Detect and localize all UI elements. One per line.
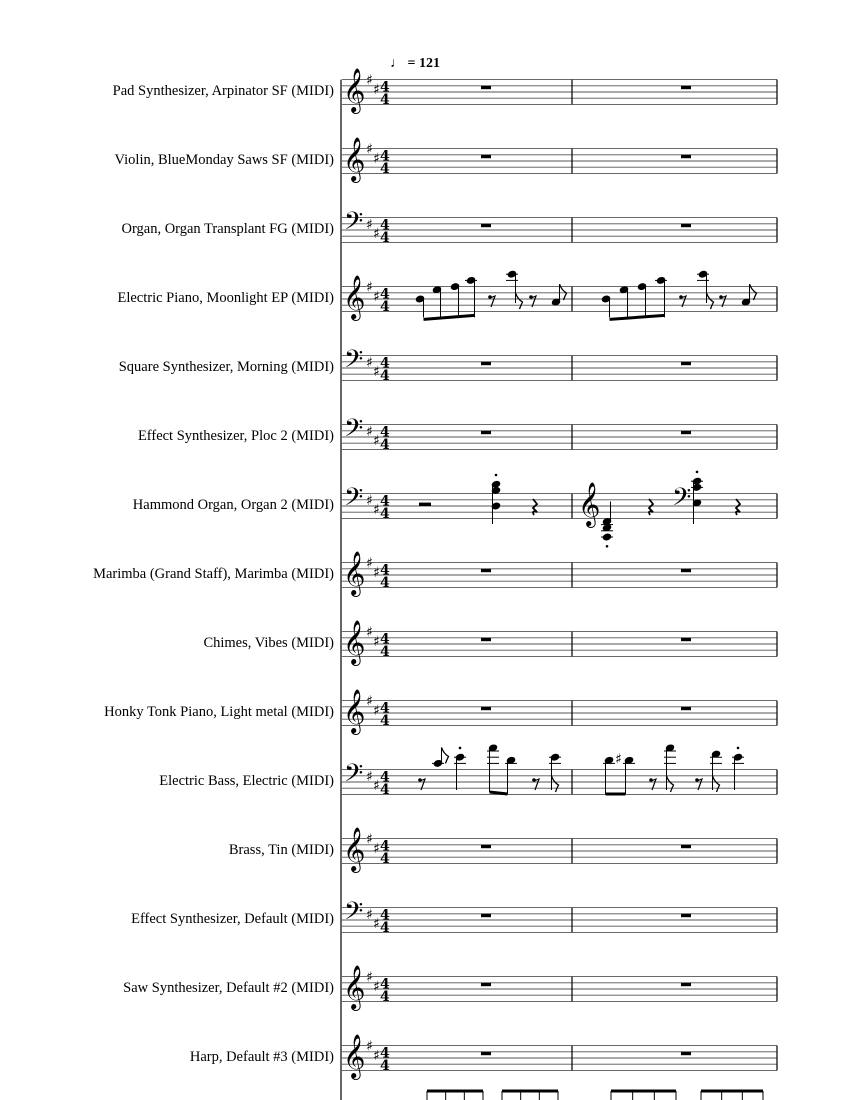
treble-clef-icon: 𝄞	[343, 275, 366, 319]
staccato-dot	[696, 471, 699, 474]
time-signature-bottom: 4	[380, 506, 390, 522]
time-signature-top: 4	[380, 631, 390, 648]
bass-clef-icon: 𝄢	[344, 207, 364, 242]
time-signature-top: 4	[380, 976, 390, 993]
partial-beam-group	[611, 1091, 676, 1100]
staff-6	[342, 414, 777, 453]
whole-rest-icon	[481, 569, 491, 572]
whole-rest-icon	[681, 86, 691, 89]
bass-clef-icon: 𝄢	[344, 759, 364, 794]
sharp-icon: ♯	[366, 969, 373, 986]
flag	[442, 747, 449, 763]
sharp-icon: ♯	[366, 624, 373, 641]
whole-rest-icon	[481, 914, 491, 917]
sharp-icon: ♯	[366, 216, 373, 233]
staff-10	[342, 689, 777, 735]
bass-clef-icon: 𝄢	[344, 414, 364, 449]
whole-rest-icon	[681, 224, 691, 227]
instrument-label: Effect Synthesizer, Ploc 2 (MIDI)	[137, 428, 334, 444]
whole-rest-icon	[481, 707, 491, 710]
whole-rest-icon	[481, 86, 491, 89]
whole-rest-icon	[481, 845, 491, 848]
flag	[552, 776, 559, 792]
whole-rest-icon	[681, 569, 691, 572]
whole-rest-icon	[681, 845, 691, 848]
time-signature-top: 4	[380, 769, 390, 786]
staccato-dot	[737, 747, 740, 750]
instrument-label: Hammond Organ, Organ 2 (MIDI)	[132, 497, 334, 513]
time-signature-top: 4	[380, 493, 390, 510]
whole-rest-icon	[681, 707, 691, 710]
time-signature-top: 4	[380, 562, 390, 579]
staccato-dot	[459, 747, 462, 750]
staccato-dot	[606, 545, 609, 548]
time-signature-top: 4	[380, 1045, 390, 1062]
staff-1	[342, 68, 777, 114]
sharp-icon: ♯	[373, 433, 380, 450]
treble-clef-icon: 𝄞	[578, 482, 601, 526]
whole-rest-icon	[681, 1052, 691, 1055]
sharp-icon: ♯	[373, 150, 380, 167]
sharp-icon: ♯	[366, 693, 373, 710]
sharp-icon: ♯	[373, 564, 380, 581]
whole-rest-icon	[681, 155, 691, 158]
beam	[424, 315, 475, 319]
treble-clef-icon: 𝄞	[343, 1034, 366, 1078]
time-signature-bottom: 4	[380, 713, 390, 729]
time-signature-bottom: 4	[380, 782, 390, 798]
instrument-label: Chimes, Vibes (MIDI)	[203, 635, 334, 651]
time-signature-top: 4	[380, 838, 390, 855]
instrument-label: Pad Synthesizer, Arpinator SF (MIDI)	[112, 83, 334, 99]
flag	[516, 293, 523, 309]
instrument-label: Electric Bass, Electric (MIDI)	[159, 773, 334, 789]
flag	[667, 776, 674, 792]
whole-rest-icon	[681, 638, 691, 641]
beam	[490, 792, 508, 794]
staff-5	[342, 345, 777, 384]
time-signature-bottom: 4	[380, 920, 390, 936]
staff-15	[342, 1034, 777, 1080]
staff-7	[342, 471, 777, 548]
instrument-label: Violin, BlueMonday Saws SF (MIDI)	[114, 152, 334, 168]
treble-clef-icon: 𝄞	[343, 620, 366, 664]
whole-rest-icon	[681, 431, 691, 434]
sharp-icon: ♯	[366, 555, 373, 572]
sharp-icon: ♯	[373, 288, 380, 305]
time-signature-top: 4	[380, 355, 390, 372]
sharp-icon: ♯	[615, 751, 622, 768]
time-signature-bottom: 4	[380, 161, 390, 177]
bass-clef-icon: 𝄢	[344, 897, 364, 932]
sharp-icon: ♯	[373, 978, 380, 995]
treble-clef-icon: 𝄞	[343, 827, 366, 871]
sharp-icon: ♯	[373, 916, 380, 933]
partial-beam-group	[701, 1091, 763, 1100]
whole-rest-icon	[481, 155, 491, 158]
beam	[610, 315, 665, 319]
whole-rest-icon	[481, 983, 491, 986]
instrument-label: Marimba (Grand Staff), Marimba (MIDI)	[93, 566, 334, 582]
sharp-icon: ♯	[373, 502, 380, 519]
flag	[713, 776, 720, 792]
treble-clef-icon: 𝄞	[343, 137, 366, 181]
sharp-icon: ♯	[366, 72, 373, 89]
whole-rest-icon	[481, 1052, 491, 1055]
staccato-dot	[495, 474, 498, 477]
time-signature-top: 4	[380, 907, 390, 924]
bass-clef-icon: 𝄢	[344, 483, 364, 518]
quarter-note-icon: ♩	[390, 56, 404, 71]
sharp-icon: ♯	[366, 768, 373, 785]
time-signature-bottom: 4	[380, 92, 390, 108]
whole-rest-icon	[481, 224, 491, 227]
instrument-label: Honky Tonk Piano, Light metal (MIDI)	[104, 704, 334, 720]
partial-beam-group	[427, 1091, 483, 1100]
sharp-icon: ♯	[366, 831, 373, 848]
time-signature-bottom: 4	[380, 575, 390, 591]
flag	[707, 293, 714, 309]
time-signature-bottom: 4	[380, 851, 390, 867]
sharp-icon: ♯	[373, 81, 380, 98]
instrument-label: Harp, Default #3 (MIDI)	[189, 1049, 334, 1065]
staff-2	[342, 137, 777, 183]
treble-clef-icon: 𝄞	[343, 68, 366, 112]
staff-3	[342, 207, 777, 246]
sharp-icon: ♯	[366, 354, 373, 371]
time-signature-top: 4	[380, 217, 390, 234]
half-rest-icon	[419, 503, 431, 506]
time-signature-bottom: 4	[380, 1058, 390, 1074]
sharp-icon: ♯	[366, 1038, 373, 1055]
time-signature-bottom: 4	[380, 989, 390, 1005]
instrument-label: Electric Piano, Moonlight EP (MIDI)	[117, 290, 334, 306]
whole-rest-icon	[681, 983, 691, 986]
staff-14	[342, 965, 777, 1011]
staff-12	[342, 827, 777, 873]
time-signature-top: 4	[380, 424, 390, 441]
treble-clef-icon: 𝄞	[343, 689, 366, 733]
time-signature-bottom: 4	[380, 299, 390, 315]
time-signature-bottom: 4	[380, 368, 390, 384]
sharp-icon: ♯	[366, 279, 373, 296]
partial-beam-group	[502, 1091, 558, 1100]
time-signature-bottom: 4	[380, 644, 390, 660]
instrument-label: Square Synthesizer, Morning (MIDI)	[118, 359, 334, 375]
instrument-label: Saw Synthesizer, Default #2 (MIDI)	[123, 980, 334, 996]
sharp-icon: ♯	[373, 364, 380, 381]
whole-rest-icon	[681, 362, 691, 365]
whole-rest-icon	[681, 914, 691, 917]
sharp-icon: ♯	[366, 492, 373, 509]
sharp-icon: ♯	[373, 840, 380, 857]
bass-clef-icon: 𝄢	[672, 483, 692, 518]
sharp-icon: ♯	[373, 226, 380, 243]
whole-rest-icon	[481, 638, 491, 641]
tempo-value: = 121	[407, 56, 440, 71]
bass-clef-icon: 𝄢	[344, 345, 364, 380]
time-signature-top: 4	[380, 700, 390, 717]
instrument-label: Organ, Organ Transplant FG (MIDI)	[121, 221, 334, 237]
time-signature-top: 4	[380, 286, 390, 303]
sharp-icon: ♯	[373, 1047, 380, 1064]
sharp-icon: ♯	[366, 906, 373, 923]
staff-13	[342, 897, 777, 936]
sharp-icon: ♯	[373, 702, 380, 719]
sharp-icon: ♯	[366, 141, 373, 158]
time-signature-bottom: 4	[380, 437, 390, 453]
treble-clef-icon: 𝄞	[343, 965, 366, 1009]
sharp-icon: ♯	[373, 778, 380, 795]
time-signature-top: 4	[380, 148, 390, 165]
treble-clef-icon: 𝄞	[343, 551, 366, 595]
whole-rest-icon	[481, 431, 491, 434]
whole-rest-icon	[481, 362, 491, 365]
time-signature-bottom: 4	[380, 230, 390, 246]
staff-8	[342, 551, 777, 597]
sharp-icon: ♯	[373, 633, 380, 650]
time-signature-top: 4	[380, 79, 390, 96]
staff-11	[342, 744, 777, 798]
instrument-label: Brass, Tin (MIDI)	[228, 842, 334, 858]
staff-9	[342, 620, 777, 666]
staff-4	[342, 270, 777, 321]
instrument-label: Effect Synthesizer, Default (MIDI)	[131, 911, 334, 927]
sharp-icon: ♯	[366, 423, 373, 440]
